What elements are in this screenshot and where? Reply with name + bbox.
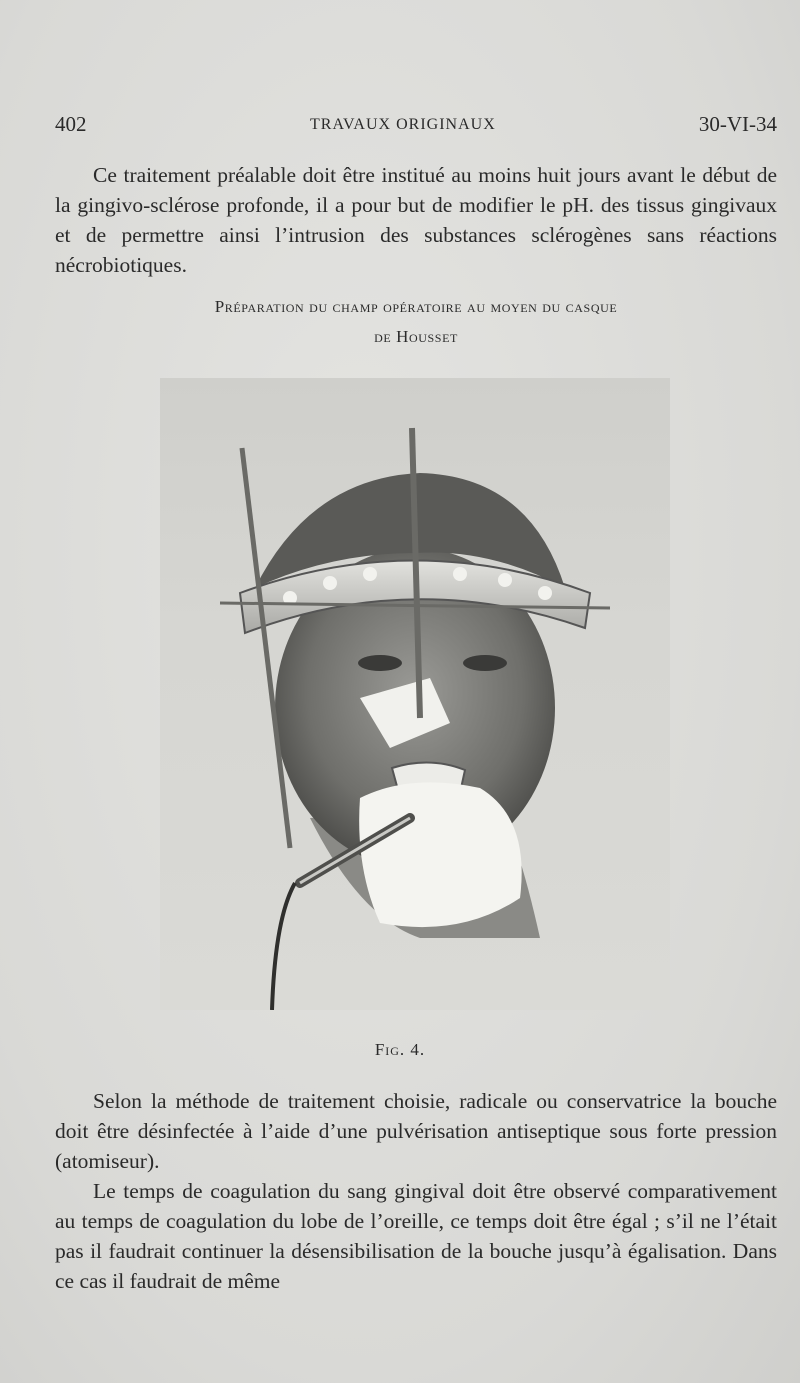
issue-date: 30-VI-34 xyxy=(698,112,777,136)
paragraph-text: Selon la méthode de traitement choisie, radicale ou conservatrice la bouche doit être désinfectée à l’aide d’une pulvérisation antiseptique sous forte pression (atomiseur). xyxy=(55,1089,777,1173)
paragraph-text: Ce traitement préalable doit être institué au moins huit jours avant le début de la gingivo-sclérose profonde, il a pour but de modifier le pH. des tissus gingivaux et de permettre ainsi l’intrusion des substances sclérogènes sans réactions nécrobiotiques. xyxy=(55,163,777,277)
figure-heading xyxy=(55,292,777,352)
figure-heading-line-1: Préparation du champ opératoire au moyen du casque xyxy=(214,297,618,316)
running-head xyxy=(55,112,777,142)
paragraph-text: Le temps de coagulation du sang gingival doit être observé comparativement au temps de coagulation du lobe de l’oreille, ce temps doit être égal ; s’il ne l’était pas il faudrait continuer la désensibilisation de la bouche jusqu’à égalisation. Dans ce cas il faudrait de même xyxy=(55,1179,777,1293)
paragraph-method xyxy=(55,1086,777,1296)
figure-heading-line-2: de Housset xyxy=(374,327,458,346)
page-number: 402 xyxy=(55,112,87,136)
figure-photograph xyxy=(160,378,670,1010)
figure-label: Fig. 4. xyxy=(374,1040,426,1059)
patient-with-housset-helmet-image xyxy=(160,378,670,1010)
paragraph-pretreatment xyxy=(55,160,777,280)
running-title: TRAVAUX ORIGINAUX xyxy=(310,116,496,133)
